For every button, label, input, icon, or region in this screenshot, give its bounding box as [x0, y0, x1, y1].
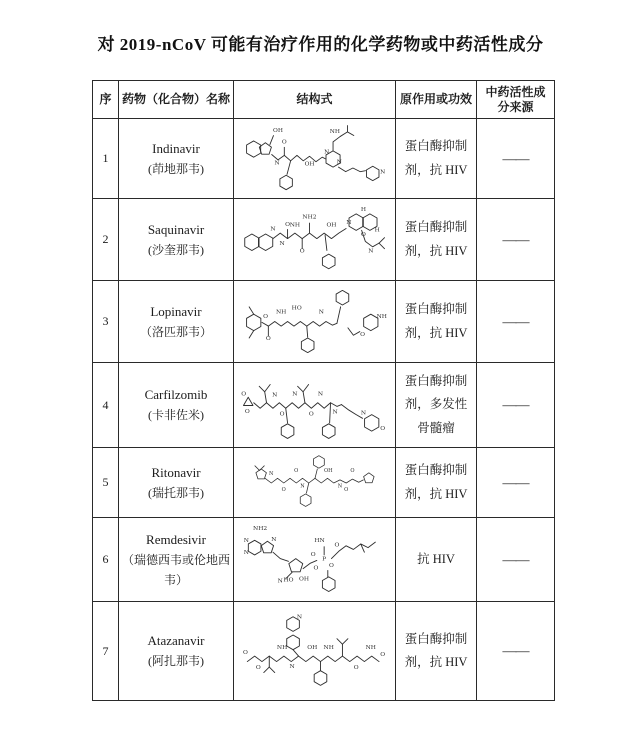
svg-text:OH: OH	[272, 127, 283, 134]
structure-cell	[234, 119, 396, 199]
drug-name-cn: （洛匹那韦）	[139, 324, 212, 339]
col-header-drug-name: 药物（化合物）名称	[119, 81, 234, 119]
svg-text:O: O	[265, 334, 271, 342]
svg-text:N: N	[271, 390, 277, 398]
svg-text:N: N	[270, 536, 276, 544]
drug-name-en: Ritonavir	[151, 464, 201, 480]
svg-text:N: N	[345, 218, 351, 226]
row-index-cell: 5	[93, 448, 119, 518]
svg-text:HN: HN	[313, 537, 325, 545]
structure-cell	[234, 199, 396, 281]
em-dash: ——	[502, 232, 529, 248]
svg-text:OH: OH	[298, 575, 309, 583]
svg-text:N: N	[318, 308, 324, 316]
header-row	[93, 81, 555, 119]
svg-text:N: N	[289, 662, 295, 670]
drug-name-cell	[119, 448, 234, 518]
drug-name-en: Carfilzomib	[144, 387, 208, 403]
svg-text:O: O	[343, 486, 348, 493]
tcm-source-cell	[477, 518, 555, 602]
effect-cell: 蛋白酶抑制剂，抗 HIV	[396, 119, 477, 199]
drug-name-en: Atazanavir	[147, 633, 205, 649]
svg-text:O: O	[281, 139, 287, 146]
row-index-cell: 3	[93, 281, 119, 363]
svg-text:O: O	[334, 541, 339, 549]
row-index-cell: 4	[93, 363, 119, 448]
col-header-effect: 原作用或功效	[396, 81, 477, 119]
effect-cell: 蛋白酶抑制剂，抗 HIV	[396, 281, 477, 363]
svg-text:OH: OH	[325, 221, 336, 229]
svg-text:NH: NH	[323, 643, 334, 651]
svg-text:NH: NH	[276, 643, 287, 651]
tcm-source-cell	[477, 199, 555, 281]
svg-text:N: N	[323, 149, 329, 156]
effect-cell: 蛋白酶抑制剂，抗 HIV	[396, 199, 477, 281]
effect-cell: 蛋白酶抑制剂，抗 HIV	[396, 602, 477, 701]
em-dash: ——	[502, 398, 529, 413]
svg-text:NH2: NH2	[252, 525, 267, 533]
lopinavir-structure-diagram	[240, 284, 390, 359]
em-dash: ——	[502, 151, 529, 167]
drug-name-cell	[119, 281, 234, 363]
svg-text:O: O	[240, 389, 246, 397]
carfilzomib-structure-diagram	[240, 368, 390, 443]
drug-name-cell	[119, 199, 234, 281]
drug-name-cell	[119, 602, 234, 701]
svg-text:N: N	[360, 409, 366, 417]
svg-text:N: N	[278, 239, 285, 247]
svg-text:N: N	[299, 483, 305, 490]
svg-text:NH: NH	[329, 128, 340, 135]
svg-text:O: O	[299, 247, 305, 255]
structure-cell	[234, 363, 396, 448]
svg-text:NH: NH	[376, 312, 387, 320]
svg-text:N: N	[243, 549, 249, 557]
table-row	[93, 363, 555, 448]
em-dash: ——	[502, 314, 529, 330]
svg-text:OH: OH	[323, 467, 333, 474]
svg-text:NH2: NH2	[301, 213, 317, 221]
svg-text:O: O	[379, 424, 385, 432]
drug-name-cell	[119, 119, 234, 199]
drug-name-en: Saquinavir	[147, 221, 205, 237]
svg-text:P: P	[321, 555, 326, 563]
svg-text:N: N	[317, 389, 323, 397]
svg-text:O: O	[308, 410, 314, 418]
svg-text:OH: OH	[306, 643, 317, 651]
row-index-cell: 7	[93, 602, 119, 701]
tcm-source-cell	[477, 448, 555, 518]
col-header-index: 序	[93, 81, 119, 119]
tcm-source-cell	[477, 602, 555, 701]
effect-cell: 蛋白酶抑制剂，多发性骨髓瘤	[396, 363, 477, 448]
svg-text:OH: OH	[304, 160, 315, 167]
table-row	[93, 518, 555, 602]
svg-text:N: N	[337, 483, 342, 490]
svg-text:O: O	[353, 663, 359, 671]
svg-text:N: N	[277, 577, 283, 585]
svg-text:O: O	[312, 564, 318, 572]
structure-cell	[234, 281, 396, 363]
svg-text:NH: NH	[289, 221, 300, 229]
em-dash: ——	[502, 475, 529, 491]
page-title: 对 2019-nCoV 可能有治疗作用的化学药物或中药活性成分	[97, 35, 544, 54]
svg-text:N: N	[336, 159, 342, 166]
svg-text:O: O	[279, 410, 285, 418]
drug-name-en: Remdesivir	[146, 532, 206, 548]
svg-text:N: N	[367, 247, 373, 255]
ritonavir-structure-diagram	[240, 451, 390, 515]
tcm-source-cell	[477, 363, 555, 448]
structure-cell	[234, 448, 396, 518]
svg-text:N: N	[243, 537, 249, 545]
drug-name-cn: (沙奎那韦)	[148, 242, 204, 257]
svg-text:O: O	[349, 467, 355, 474]
drug-name-cn: （瑞德西韦或伦地西韦）	[122, 553, 231, 587]
drug-name-cn: (茚地那韦)	[148, 161, 204, 176]
svg-text:O: O	[328, 561, 334, 569]
drug-name-cell	[119, 518, 234, 602]
saquinavir-structure-diagram	[240, 202, 390, 277]
drug-name-en: Indinavir	[152, 140, 200, 156]
svg-text:H: H	[374, 226, 380, 234]
structure-cell	[234, 518, 396, 602]
svg-text:O: O	[281, 486, 286, 493]
row-index-cell: 1	[93, 119, 119, 199]
svg-text:O: O	[379, 650, 385, 658]
svg-text:N: N	[274, 159, 280, 166]
svg-text:O: O	[255, 663, 261, 671]
table-row	[93, 199, 555, 281]
drug-name-cell	[119, 363, 234, 448]
svg-text:NH: NH	[365, 643, 376, 651]
drug-name-cn: (瑞托那韦)	[148, 485, 204, 500]
table-row	[93, 448, 555, 518]
svg-text:O: O	[262, 312, 268, 320]
drug-name-cn: (卡非佐米)	[148, 408, 204, 423]
svg-text:N: N	[269, 225, 276, 233]
atazanavir-structure-diagram	[240, 614, 390, 689]
tcm-source-cell	[477, 119, 555, 199]
drug-name-cn: (阿扎那韦)	[148, 654, 204, 669]
em-dash: ——	[502, 552, 529, 568]
svg-text:O: O	[244, 407, 250, 415]
em-dash: ——	[502, 644, 529, 659]
tcm-source-cell	[477, 281, 555, 363]
svg-text:O: O	[284, 220, 290, 228]
svg-text:O: O	[242, 648, 248, 656]
table-row	[93, 602, 555, 701]
effect-cell: 抗 HIV	[396, 518, 477, 602]
svg-text:O: O	[360, 230, 366, 238]
indinavir-structure-diagram	[240, 122, 390, 196]
svg-text:HO: HO	[282, 576, 293, 584]
svg-text:O: O	[359, 331, 365, 339]
svg-text:O: O	[310, 550, 316, 558]
row-index-cell: 6	[93, 518, 119, 602]
svg-text:N: N	[268, 470, 274, 477]
row-index-cell: 2	[93, 199, 119, 281]
table-row	[93, 119, 555, 199]
svg-text:O: O	[293, 467, 298, 474]
effect-cell: 蛋白酶抑制剂，抗 HIV	[396, 448, 477, 518]
table-row	[93, 281, 555, 363]
structure-cell	[234, 602, 396, 701]
svg-text:NH: NH	[275, 308, 286, 316]
svg-text:N: N	[332, 408, 338, 416]
remdesivir-structure-diagram	[240, 522, 390, 597]
col-header-tcm-source: 中药活性成分来源	[477, 81, 555, 119]
svg-text:HO: HO	[291, 304, 302, 312]
svg-text:N: N	[291, 389, 297, 397]
svg-text:H: H	[360, 206, 366, 214]
col-header-structure: 结构式	[234, 81, 396, 119]
drug-name-en: Lopinavir	[150, 303, 202, 319]
svg-text:N: N	[296, 613, 302, 621]
svg-text:N: N	[379, 168, 385, 175]
drug-table	[92, 80, 555, 701]
